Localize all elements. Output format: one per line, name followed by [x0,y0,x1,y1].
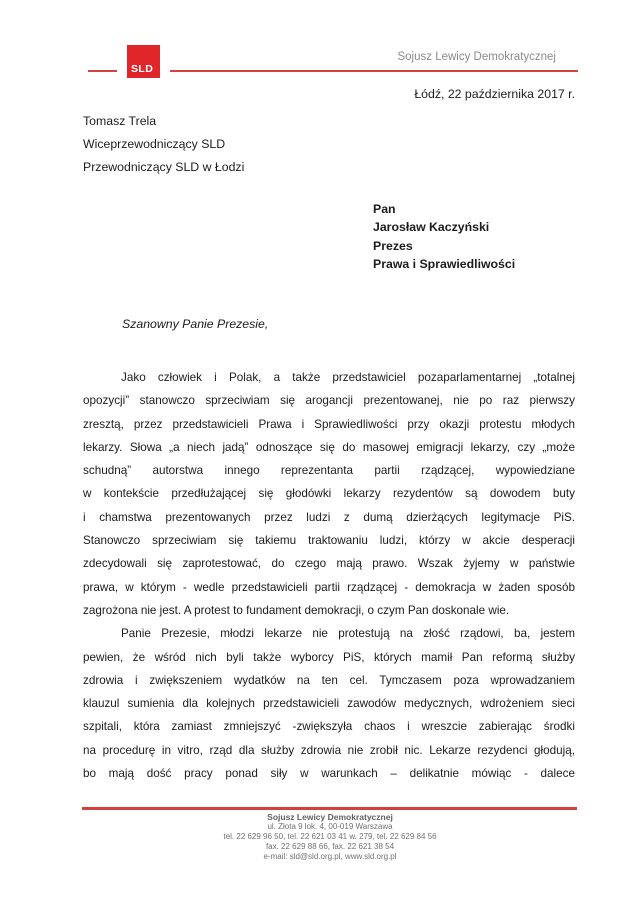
body-line: schudną” autorstwa innego reprezentanta partii rządzącej, wypowiedziane [83,464,575,478]
letter-date: Łódź, 22 października 2017 r. [414,87,575,101]
body-line: bo mają dość pracy ponad siły w warunkach – delikatnie mówiąc - dalece [83,767,575,781]
body-line: zresztą, przez przedstawicieli Prawa i Sprawiedliwości przy okazji protestu młodych [83,417,575,431]
recipient-name: Jarosław Kaczyński [373,220,490,235]
body-line: zdecydowali się zaprotestować, do czego mają prawo. Wszak żyjemy w państwie [83,557,575,571]
body-line: szpitali, która zamiast zmniejszyć -zwiększyła chaos i wreszcie zabierając środki [83,720,575,734]
footer-organization: Sojusz Lewicy Demokratycznej [267,812,393,822]
header-left-rule [88,70,117,72]
sender-name: Tomasz Trela [83,114,157,128]
footer-block [83,812,577,862]
footer-rule [82,807,577,810]
header-organization: Sojusz Lewicy Demokratycznej [397,51,556,63]
sld-logo [127,45,160,78]
body-line: Jako człowiek i Polak, a także przedstawiciel pozaparlamentarnej „totalnej [121,371,575,384]
body-line: zagrożona nie jest. A protest to fundament demokracji, o czym Pan doskonale wie. [83,603,510,617]
body-line: na procedurę in vitro, rząd dla służby zdrowia nie zrobił nic. Lekarze rezydenci głodują, [83,743,575,757]
recipient-title: Prezes [373,238,413,253]
body-line: opozycji” stanowczo sprzeciwiam się arogancji prezentowanej, nie po raz pierwszy [83,394,575,408]
recipient-honorific: Pan [373,202,396,216]
footer-address: ul. Złota 9 lok. 4, 00-019 Warszawa [267,822,393,831]
sender-title-1: Wiceprzewodniczący SLD [83,137,226,151]
sld-logo-text: SLD [131,63,154,75]
sender-block [83,110,244,179]
body-line: i chamstwa prezentowanych przez ludzi z dumą dzierżących legitymacje PiS. [83,510,575,524]
footer-fax: fax. 22 629 88 66, fax. 22 621 38 54 [265,842,395,851]
footer-phones: tel. 22 629 96 50, tel. 22 621 03 41 w. 279, tel. 22 629 84 56 [223,832,437,841]
body-line: lekarzy. Słowa „a niech jadą” odnoszące się do masowej emigracji lekarzy, czy „może [83,440,575,454]
footer-email-web: e-mail: sld@sld.org.pl, www.sld.org.pl [263,852,397,861]
header-rule [170,70,578,72]
body-line: prawa, w którym - wedle przedstawicieli partii rządzącej - demokracja w żaden sposób [83,580,575,594]
letter-body [83,366,575,785]
body-line: zdrowia i zwiększeniem wydatków na ten cel. Tymczasem poza wprowadzaniem [83,673,575,687]
body-line: pewien, że wśród nich byli także wyborcy PiS, których mamił Pan reformą służby [83,650,575,664]
recipient-block [373,200,515,274]
recipient-party: Prawa i Sprawiedliwości [373,257,516,272]
body-line: w kontekście przedłużającej się głodówki lekarzy rezydentów są dowodem buty [83,487,575,501]
body-line: Stanowczo sprzeciwiam się takiemu traktowaniu ludzi, którzy w akcie desperacji [83,534,575,548]
salutation: Szanowny Panie Prezesie, [122,317,269,331]
sender-title-2: Przewodniczący SLD w Łodzi [83,160,245,174]
body-line: klauzul sumienia dla kolejnych przedstawicieli zawodów medycznych, wdrożeniem sieci [83,697,575,711]
body-line: Panie Prezesie, młodzi lekarze nie protestują na złość rządowi, ba, jestem [121,627,575,641]
